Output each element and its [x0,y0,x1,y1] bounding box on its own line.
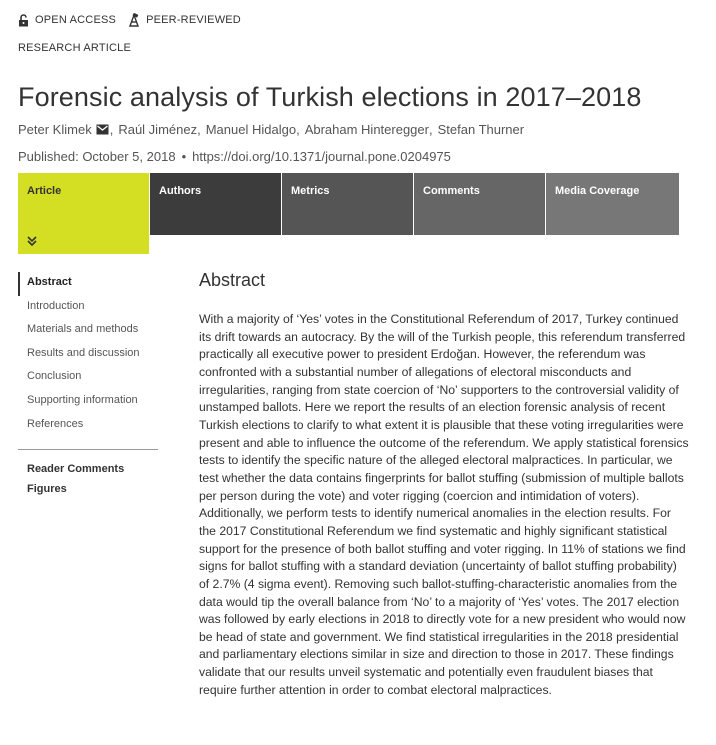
article-tabs [18,173,680,254]
doi-link[interactable]: https://doi.org/10.1371/journal.pone.0204975 [192,149,451,164]
double-chevron-down-icon [27,236,37,246]
author-name[interactable]: Abraham Hinteregger [304,122,429,137]
article-badges [18,13,253,27]
publication-line: Published: October 5, 2018 • https://doi.org/10.1371/journal.pone.0204975 [18,149,451,164]
nav-item-reader-comments[interactable]: Reader Comments [27,463,125,476]
open-access-badge[interactable] [18,14,116,27]
peer-reviewed-badge[interactable] [128,13,241,27]
nav-item-supporting-information[interactable]: Supporting information [27,393,138,406]
tab-article[interactable] [18,173,149,254]
tab-comments[interactable] [414,173,545,235]
nav-item-results-and-discussion[interactable]: Results and discussion [27,346,140,359]
tab-media-coverage-label: Media Coverage [555,185,640,197]
abstract-text: With a majority of ‘Yes’ votes in the Constitutional Referendum of 2017, Turkey continued its drift towards an autocracy. By the will of the Turkish people, this referendum transferred practically all executive power to president Erdoğan. However, the referendum was confronted with a substantial number of allegations of electoral misconducts and irregularities, ranging from state coercion of ‘No’ supporters to the controversial validity of unstamped ballots. Here we report the results of an election forensic analysis of recent Turkish elections to clarify to what extent it is plausible that these voting irregularities were present and able to influence the outcome of the referendum. We apply statistical forensics tests to identify the specific nature of the alleged electoral malpractices. In particular, we test whether the data contains fingerprints for ballot stuffing (submission of multiple ballots per person during the vote) and voter rigging (coercion and intimidation of voters). Additionally, we perform tests to identify numerical anomalies in the election results. For the 2017 Constitutional Referendum we find systematic and highly significant statistical support for the presence of both ballot stuffing and voter rigging. In 11% of stations we find signs for ballot stuffing with a standard deviation (uncertainty of ballot stuffing probability) of 2.7% (4 sigma event). Removing such ballot-stuffing-characteristic anomalies from the data would tip the overall balance from ‘No’ to a majority of ‘Yes’ votes. The 2017 election was followed by early elections in 2018 to directly vote for a new president who would now be head of state and government. We find statistical irregularities in the 2018 presidential and parliamentary elections similar in size and direction to those in 2017. These findings validate that our results unveil systematic and potentially even fraudulent biases that require further attention in order to combat electoral malpractices. [199,312,689,697]
tab-authors-label: Authors [159,185,202,197]
tab-comments-label: Comments [423,185,480,197]
nav-item-figures[interactable]: Figures [27,483,67,496]
tab-authors[interactable] [150,173,281,235]
abstract-section [199,270,689,699]
article-type-label: RESEARCH ARTICLE [18,42,132,54]
tab-article-label: Article [27,185,62,197]
article-title: Forensic analysis of Turkish elections in 2017–2018 [18,82,642,112]
author-name[interactable]: Stefan Thurner [437,122,525,137]
section-navigation [18,272,158,501]
tab-metrics[interactable] [282,173,413,235]
nav-divider [18,449,158,450]
nav-item-conclusion[interactable]: Conclusion [27,370,82,383]
lock-open-icon [18,14,29,27]
open-access-label: OPEN ACCESS [35,14,117,26]
author-name[interactable]: Raúl Jiménez [118,122,198,137]
author-list: Peter Klimek , Raúl Jiménez , Manuel Hidalgo , Abraham Hinteregger , Stefan Thurner [18,122,525,137]
nav-item-introduction[interactable]: Introduction [27,299,85,312]
author-name[interactable]: Peter Klimek [18,122,92,137]
author-name[interactable]: Manuel Hidalgo [205,122,297,137]
nav-item-abstract[interactable]: Abstract [18,272,158,296]
published-date: Published: October 5, 2018 [18,149,176,164]
envelope-icon[interactable] [96,124,109,135]
peer-reviewed-label: PEER-REVIEWED [146,14,241,26]
nav-item-materials-and-methods[interactable]: Materials and methods [27,323,139,336]
tab-media-coverage[interactable] [546,173,679,235]
abstract-heading: Abstract [199,270,266,290]
peer-review-icon [128,13,140,27]
nav-item-references[interactable]: References [27,417,84,430]
tab-metrics-label: Metrics [291,185,330,197]
